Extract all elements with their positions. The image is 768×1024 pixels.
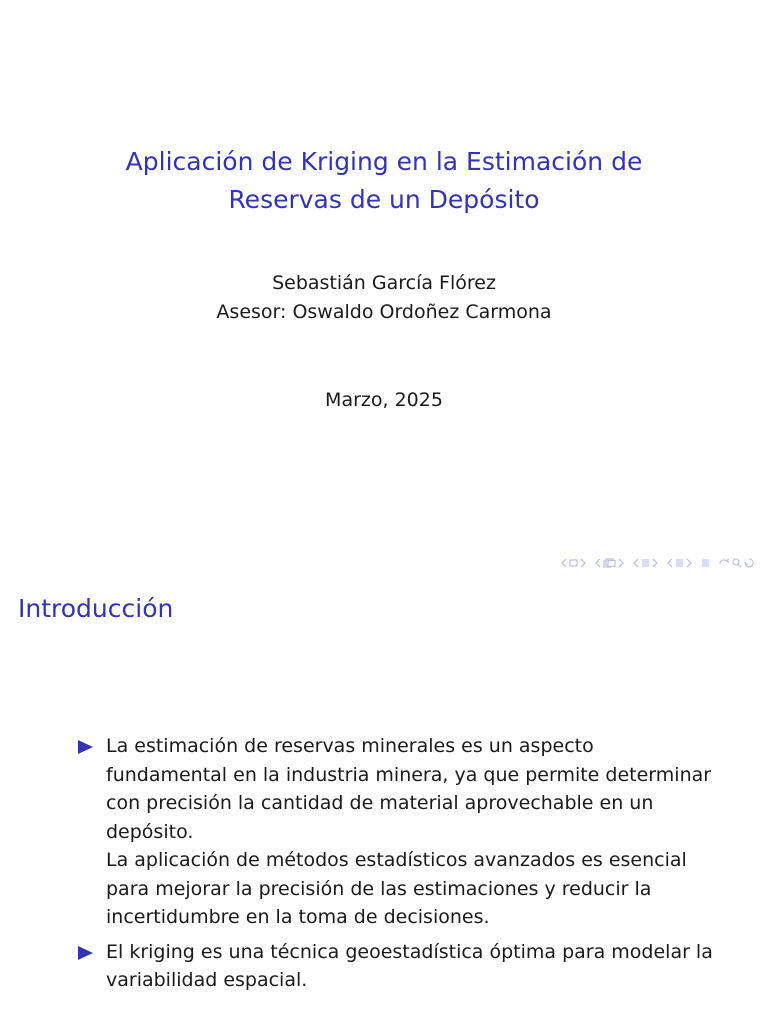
presentation-date: Marzo, 2025 <box>325 389 443 411</box>
triangle-bullet-icon <box>78 946 93 960</box>
nav-subsection-group <box>595 558 624 568</box>
nav-subsection-left-icon[interactable] <box>595 558 601 568</box>
frame-title: Introducción <box>18 594 174 623</box>
nav-document-right-icon[interactable] <box>686 558 692 568</box>
intro-slide <box>0 576 768 1024</box>
presentation-title <box>0 143 768 219</box>
navigation-bar <box>561 556 760 570</box>
nav-align-group <box>701 558 710 568</box>
title-line: Aplicación de Kriging en la Estimación de <box>125 147 643 176</box>
nav-section-right-icon[interactable] <box>652 558 658 568</box>
nav-section-icon[interactable] <box>641 558 650 568</box>
nav-search-icon[interactable] <box>732 558 742 568</box>
nav-frame-right-icon[interactable] <box>580 558 586 568</box>
advisor-name: Asesor: Oswaldo Ordoñez Carmona <box>216 301 552 323</box>
nav-back-icon[interactable] <box>719 558 730 568</box>
nav-section-group <box>633 558 658 568</box>
triangle-bullet-icon <box>78 740 93 754</box>
bullet-item <box>76 732 716 932</box>
bullet-list <box>76 732 716 1001</box>
nav-subsection-right-icon[interactable] <box>618 558 624 568</box>
nav-search-group <box>719 558 754 568</box>
nav-document-group <box>667 558 692 568</box>
nav-subsection-icon[interactable] <box>603 558 616 568</box>
nav-document-left-icon[interactable] <box>667 558 673 568</box>
bullet-paragraph: La aplicación de métodos estadísticos avanzados es esencial para mejorar la precisión de las estimaciones y reducir la incertidumbre en la toma de decisiones. <box>106 849 687 928</box>
nav-align-icon[interactable] <box>701 558 710 568</box>
author-block <box>0 269 768 327</box>
bullet-paragraph: La estimación de reservas minerales es un aspecto fundamental en la industria minera, ya que permite determinar con precisión la cantidad de material aprovechable en un depósito. <box>106 735 712 843</box>
author-name: Sebastián García Flórez <box>272 272 496 294</box>
title-line: Reservas de un Depósito <box>228 185 540 214</box>
nav-section-left-icon[interactable] <box>633 558 639 568</box>
nav-document-icon[interactable] <box>675 558 684 568</box>
bullet-paragraph: El kriging es una técnica geoestadística óptima para modelar la variabilidad espacial. <box>106 940 713 991</box>
nav-frame-group <box>561 558 586 568</box>
bullet-item <box>76 938 716 995</box>
nav-frame-icon[interactable] <box>569 558 578 568</box>
nav-frame-left-icon[interactable] <box>561 558 567 568</box>
nav-forward-icon[interactable] <box>744 558 754 568</box>
